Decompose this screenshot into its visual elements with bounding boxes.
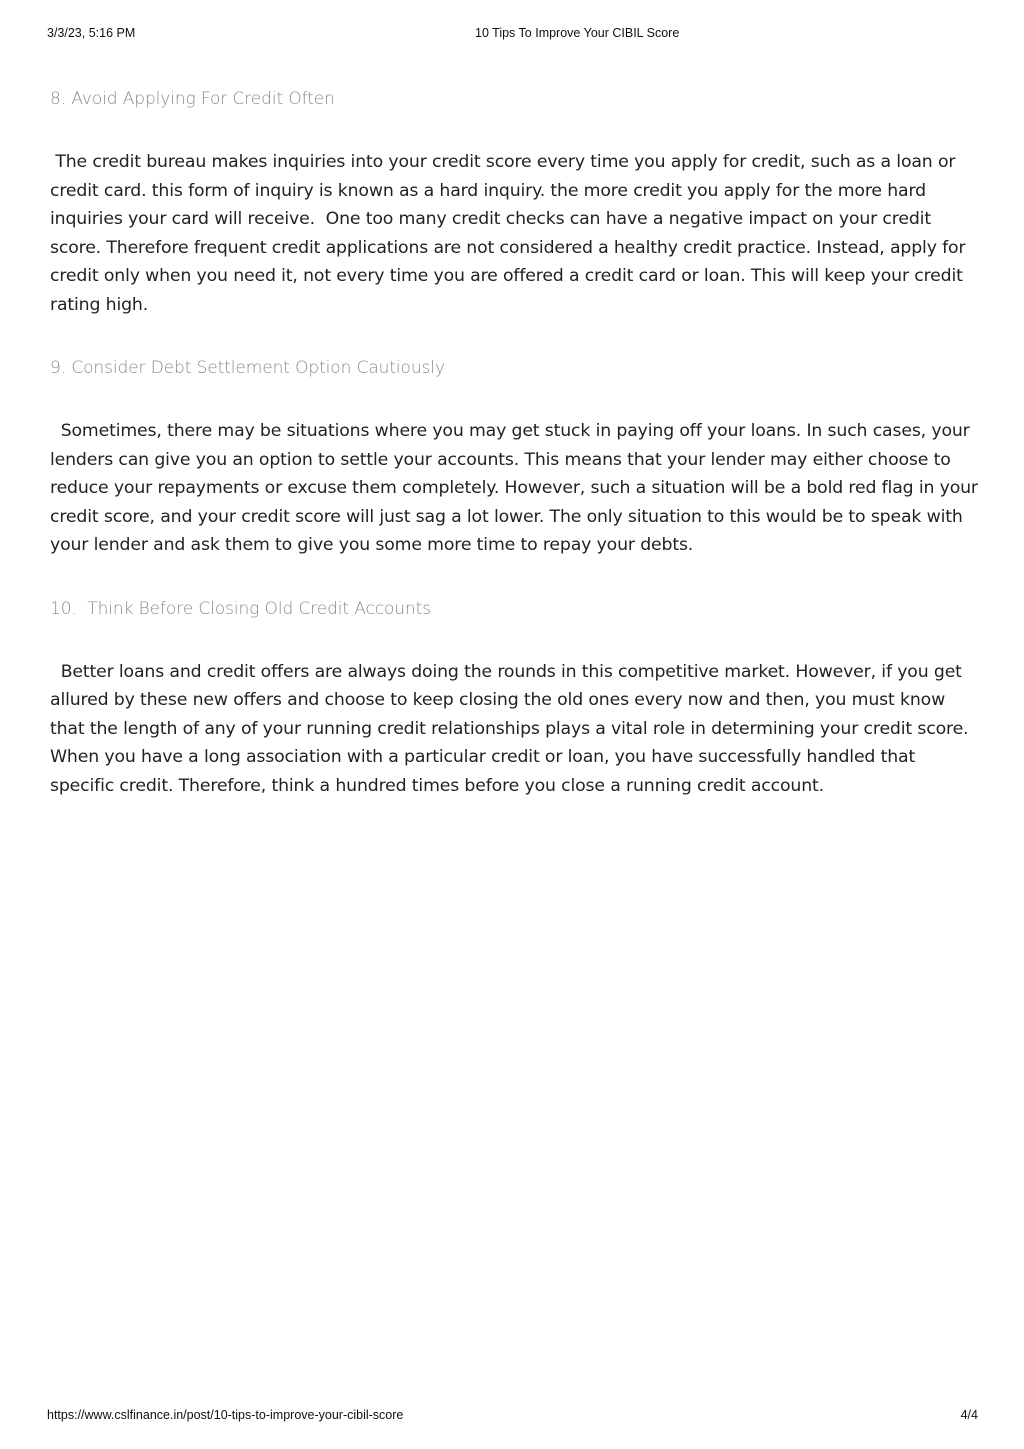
section-paragraph: Better loans and credit offers are always doing the rounds in this competitive market. However, if you get allured by these new offers and choose to keep closing the old ones every now and then, you must know that the length of any of your running credit relationships plays a vital role in determining your credit score. When you have a long association with a particular credit or loan, you have successfully handled that specific credit. Therefore, think a hundred times before you close a running credit account.	[50, 661, 974, 796]
section-paragraph: The credit bureau makes inquiries into your credit score every time you apply for credit, such as a loan or credit card. this form of inquiry is known as a hard inquiry. the more credit you apply for the more hard inquiries your card will receive. One too many credit checks can have a negative impact on your credit score. Therefore frequent credit applications are not considered a healthy credit practice. Instead, apply for credit only when you need it, not every time you are offered a credit card or loan. This will keep your credit rating high.	[50, 152, 971, 315]
section-debt-settlement	[50, 355, 984, 560]
article-content	[50, 86, 984, 836]
print-page-title: 10 Tips To Improve Your CIBIL Score	[475, 26, 680, 40]
section-closing-old-accounts	[50, 596, 980, 801]
section-heading: 10. Think Before Closing Old Credit Accounts	[50, 598, 431, 619]
section-avoid-applying-credit	[50, 86, 980, 319]
section-heading: 9. Consider Debt Settlement Option Cautiously	[50, 358, 445, 378]
section-paragraph: Sometimes, there may be situations where you may get stuck in paying off your loans. In such cases, your lenders can give you an option to settle your accounts. This means that your lender may either choose to reduce your repayments or excuse them completely. However, such a situation will be a bold red flag in your credit score, and your credit score will just sag a lot lower. The only situation to this would be to speak with your lender and ask them to give you some more time to repay your debts.	[50, 421, 984, 555]
print-date: 3/3/23, 5:16 PM	[47, 26, 136, 40]
print-footer	[47, 1408, 978, 1424]
print-header	[47, 26, 978, 42]
page-url-link[interactable]: https://www.cslfinance.in/post/10-tips-to-improve-your-cibil-score	[47, 1408, 404, 1422]
section-heading: 8. Avoid Applying For Credit Often	[50, 89, 335, 109]
page-number: 4/4	[960, 1408, 978, 1422]
